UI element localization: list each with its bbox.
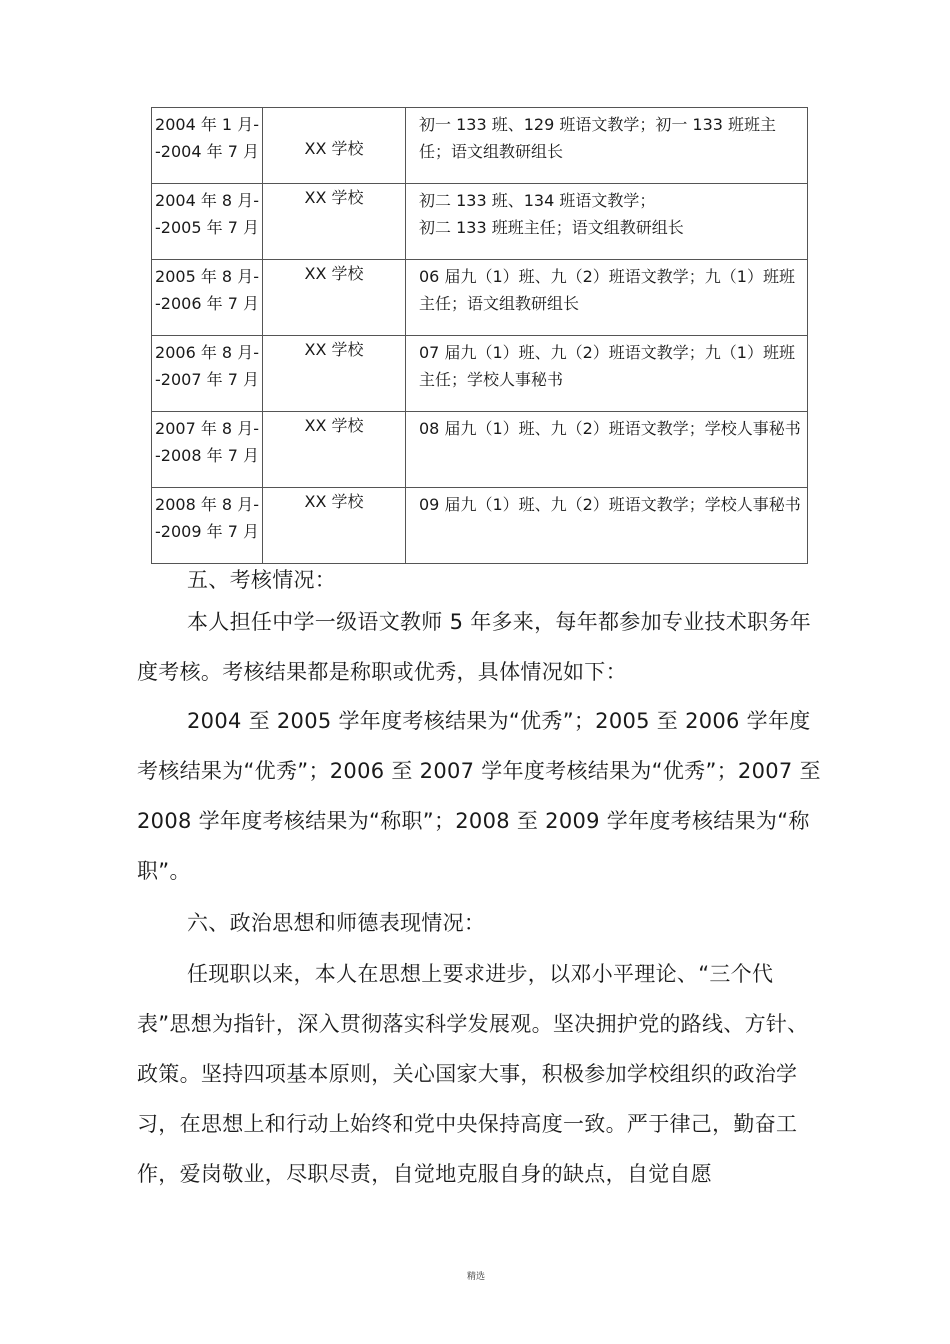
work-text: 07 届九（1）班、九（2）班语文教学；九（1）班班主任；学校人事秘书 (419, 343, 795, 389)
table-row (152, 336, 808, 412)
school-cell (263, 336, 406, 412)
work-cell (406, 336, 808, 412)
school-text: XX 学校 (304, 492, 364, 511)
work-cell (406, 260, 808, 336)
school-text: XX 学校 (304, 188, 364, 207)
school-text: XX 学校 (304, 416, 364, 435)
section-6-paragraph-1: 任现职以来，本人在思想上要求进步，以邓小平理论、“三个代表”思想为指针，深入贯彻落实科学发展观。坚决拥护党的路线、方针、政策。坚持四项基本原则，关心国家大事，积极参加学校组织的政治学习，在思想上和行动上始终和党中央保持高度一致。严于律己，勤奋工作，爱岗敬业，尽职尽责，自觉地克服自身的缺点，自觉自愿 (137, 962, 809, 1186)
school-text: XX 学校 (304, 139, 364, 158)
school-cell (263, 412, 406, 488)
table-row (152, 184, 808, 260)
work-cell (406, 108, 808, 184)
work-history-table (151, 107, 808, 564)
date-cell (152, 488, 263, 564)
date-text: 2006 年 8 月--2007 年 7 月 (155, 343, 259, 389)
work-text: 08 届九（1）班、九（2）班语文教学；学校人事秘书 (419, 419, 801, 438)
school-cell (263, 184, 406, 260)
work-text: 06 届九（1）班、九（2）班语文教学；九（1）班班主任；语文组教研组长 (419, 267, 795, 313)
date-text: 2004 年 1 月--2004 年 7 月 (155, 115, 259, 161)
work-cell (406, 412, 808, 488)
table-row (152, 108, 808, 184)
section-6-heading: 六、政治思想和师德表现情况： (187, 911, 486, 935)
date-cell (152, 184, 263, 260)
footer-mark: 精选 (466, 1272, 485, 1282)
date-text: 2005 年 8 月--2006 年 7 月 (155, 267, 259, 313)
date-cell (152, 336, 263, 412)
date-text: 2007 年 8 月--2008 年 7 月 (155, 419, 259, 465)
work-cell (406, 184, 808, 260)
date-text: 2008 年 8 月--2009 年 7 月 (155, 495, 259, 541)
date-cell (152, 412, 263, 488)
section-5-paragraph-2: 2004 至 2005 学年度考核结果为“优秀”；2005 至 2006 学年度考核结果为“优秀”；2006 至 2007 学年度考核结果为“优秀”；2007 至 2008 学年度考核结果为“称职”；2008 至 2009 学年度考核结果为“称职”。 (137, 709, 821, 883)
table-row (152, 260, 808, 336)
table-row (152, 488, 808, 564)
school-cell (263, 108, 406, 184)
table-row (152, 412, 808, 488)
school-cell (263, 260, 406, 336)
section-5-heading: 五、考核情况： (187, 568, 337, 592)
work-text: 初一 133 班、129 班语文教学；初一 133 班班主任；语文组教研组长 (419, 115, 777, 161)
school-text: XX 学校 (304, 340, 364, 359)
work-history-table-body (152, 108, 808, 564)
school-text: XX 学校 (304, 264, 364, 283)
work-text: 09 届九（1）班、九（2）班语文教学；学校人事秘书 (419, 495, 801, 514)
work-cell (406, 488, 808, 564)
section-5-paragraph-1: 本人担任中学一级语文教师 5 年多来，每年都参加专业技术职务年度考核。考核结果都是称职或优秀，具体情况如下： (137, 610, 812, 684)
date-cell (152, 108, 263, 184)
date-text: 2004 年 8 月--2005 年 7 月 (155, 191, 259, 237)
work-text: 初二 133 班、134 班语文教学； 初二 133 班班主任；语文组教研组长 (419, 191, 684, 237)
school-cell (263, 488, 406, 564)
date-cell (152, 260, 263, 336)
